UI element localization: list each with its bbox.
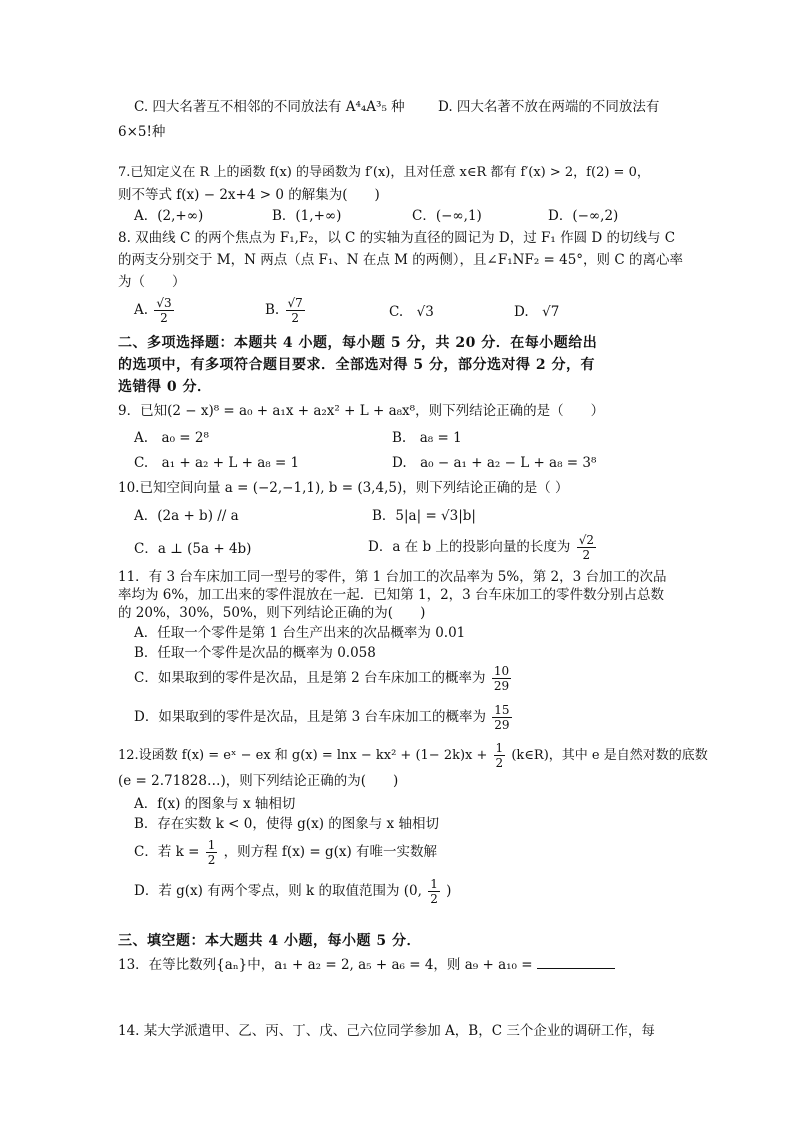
fraction-numerator: 15 (494, 703, 510, 717)
section2-heading-line3: 选错得 0 分． (118, 379, 212, 395)
q9-option-d: D. a₀ − a₁ + a₂ − L + a₈ = 3⁸ (392, 455, 597, 471)
q11-option-a: A．任取一个零件是第 1 台生产出来的次品概率为 0.01 (134, 625, 466, 641)
q13-stem-text: 13．在等比数列{aₙ}中，a₁ + a₂ = 2, a₅ + a₆ = 4，则 a₉ + a₁₀ = (118, 957, 533, 973)
q10-option-b: B．5|a| = √3|b| (372, 508, 476, 524)
q7-stem-line1: 7.已知定义在 R 上的函数 f(x) 的导函数为 f′(x)，且对任意 x∈R 都有 f′(x) > 2，f(2) = 0， (118, 165, 650, 180)
q11-stem-line3: 的 20%，30%，50%，则下列结论正确的为( ) (118, 605, 426, 621)
q12-option-c-fraction (206, 838, 218, 867)
q12-option-b: B．存在实数 k < 0，使得 g(x) 的图象与 x 轴相切 (134, 816, 439, 832)
q12-option-d-part2: ) (446, 883, 452, 899)
q12-stem-part2: (k∈R)，其中 e 是自然对数的底数 (511, 748, 708, 763)
q12-option-d-fraction (428, 877, 440, 906)
q10-stem: 10.已知空间向量 a = (−2,−1,1), b = (3,4,5)，则下列结论正确的是（ ） (118, 480, 569, 496)
q10-option-c: C．a ⊥ (5a + 4b) (134, 541, 252, 557)
q11-option-d (134, 703, 514, 732)
q8-option-a-fraction (154, 296, 173, 325)
q10-option-a: A．(2a + b) // a (134, 508, 239, 524)
fraction-denominator: 2 (430, 892, 438, 906)
q6-option-c: C. 四大名著互不相邻的不同放法有 A⁴₄A³₅ 种 (134, 99, 405, 115)
q11-option-c-text: C．如果取到的零件是次品，且是第 2 台车床加工的概率为 (134, 670, 486, 686)
fraction-denominator: 29 (493, 679, 510, 693)
q8-option-d: D. √7 (514, 304, 560, 320)
q8-option-a (134, 296, 176, 325)
q12-stem-line2: (e = 2.71828…)，则下列结论正确的为( ) (118, 773, 399, 789)
fraction-denominator: 2 (291, 311, 299, 325)
q6-option-d: D. 四大名著不放在两端的不同放法有 (438, 99, 660, 115)
fraction-denominator: 2 (495, 756, 504, 770)
fraction-numerator: 1 (430, 877, 438, 891)
q13-answer-blank[interactable] (537, 956, 615, 969)
q7-option-b: B．(1,+∞) (272, 208, 342, 224)
q8-option-a-label: A. (134, 302, 149, 318)
q12-option-d (134, 877, 451, 906)
q7-option-d: D．(−∞,2) (548, 208, 619, 224)
q7-option-a: A．(2,+∞) (134, 208, 204, 224)
q8-option-c: C. √3 (389, 304, 434, 320)
fraction-denominator: 2 (207, 853, 216, 867)
q8-stem-line3: 为（ ） (118, 274, 186, 290)
q9-option-c: C. a₁ + a₂ + L + a₈ = 1 (134, 455, 300, 471)
q7-option-c: C．(−∞,1) (412, 208, 482, 224)
q6-option-d-cont: 6×5!种 (118, 124, 166, 140)
q8-option-b-fraction (286, 296, 305, 325)
fraction-denominator: 2 (160, 311, 168, 325)
q12-option-c (134, 838, 437, 867)
q8-option-b (265, 296, 307, 325)
fraction-numerator: 1 (207, 838, 216, 852)
q7-stem-line2: 则不等式 f(x) − 2x+4 > 0 的解集为( ) (118, 187, 380, 203)
q12-option-a: A．f(x) 的图象与 x 轴相切 (134, 796, 296, 812)
q14-stem: 14. 某大学派遣甲、乙、丙、丁、戊、己六位同学参加 A，B，C 三个企业的调研工作，每 (118, 1023, 655, 1039)
q11-option-c-fraction (492, 664, 511, 693)
q11-option-c (134, 664, 513, 693)
q11-stem-line2: 率均为 6%，加工出来的零件混放在一起．已知第 1，2，3 台车床加工的零件数分别占总数 (118, 587, 665, 603)
q11-option-d-fraction (492, 703, 511, 732)
q12-option-d-part1: D．若 g(x) 有两个零点，则 k 的取值范围为 (0, (134, 883, 422, 899)
q9-option-a: A. a₀ = 2⁸ (134, 430, 209, 446)
q8-stem-line2: 的两支分别交于 M，N 两点（点 F₁、N 在点 M 的两侧），且∠F₁NF₂ = 45°，则 C 的离心率 (118, 252, 683, 268)
q12-stem-line1 (118, 741, 708, 770)
q13-stem (118, 956, 615, 974)
q10-option-d (368, 533, 598, 562)
q12-option-c-part2: ，则方程 f(x) = g(x) 有唯一实数解 (223, 844, 438, 860)
section2-heading-line1: 二、多项选择题：本题共 4 小题，每小题 5 分，共 20 分．在每小题给出 (118, 335, 598, 351)
q11-stem-line1: 11．有 3 台车床加工同一型号的零件，第 1 台加工的次品率为 5%，第 2，3 台加工的次品 (118, 569, 667, 585)
fraction-numerator: √2 (578, 533, 594, 547)
q10-option-d-text: D．a 在 b 上的投影向量的长度为 (368, 539, 571, 555)
q11-option-b: B．任取一个零件是次品的概率为 0.058 (134, 645, 376, 661)
fraction-numerator: 10 (493, 664, 510, 678)
fraction-denominator: 2 (582, 548, 591, 562)
fraction-denominator: 29 (494, 718, 510, 732)
q8-option-b-label: B. (265, 302, 280, 318)
q8-stem-line1: 8. 双曲线 C 的两个焦点为 F₁,F₂，以 C 的实轴为直径的圆记为 D，过 F₁ 作圆 D 的切线与 C (118, 230, 676, 246)
q12-stem-part1: 12.设函数 f(x) = eˣ − ex 和 g(x) = lnx − kx² + (1− 2k)x + (118, 748, 488, 763)
q9-option-b: B. a₈ = 1 (392, 430, 462, 446)
q11-option-d-text: D．如果取到的零件是次品，且是第 3 台车床加工的概率为 (134, 709, 486, 725)
q12-stem-fraction (494, 741, 506, 770)
q10-option-d-fraction (577, 533, 596, 562)
q9-stem: 9．已知(2 − x)⁸ = a₀ + a₁x + a₂x² + L + a₈x⁸，则下列结论正确的是（ ） (118, 403, 605, 419)
fraction-numerator: √3 (156, 296, 172, 310)
section2-heading-line2: 的选项中，有多项符合题目要求．全部选对得 5 分，部分选对得 2 分，有 (118, 357, 595, 373)
q12-option-c-part1: C．若 k = (134, 844, 200, 860)
fraction-numerator: 1 (495, 741, 504, 755)
section3-heading: 三、填空题：本大题共 4 小题，每小题 5 分． (118, 933, 421, 949)
fraction-numerator: √7 (287, 296, 303, 310)
